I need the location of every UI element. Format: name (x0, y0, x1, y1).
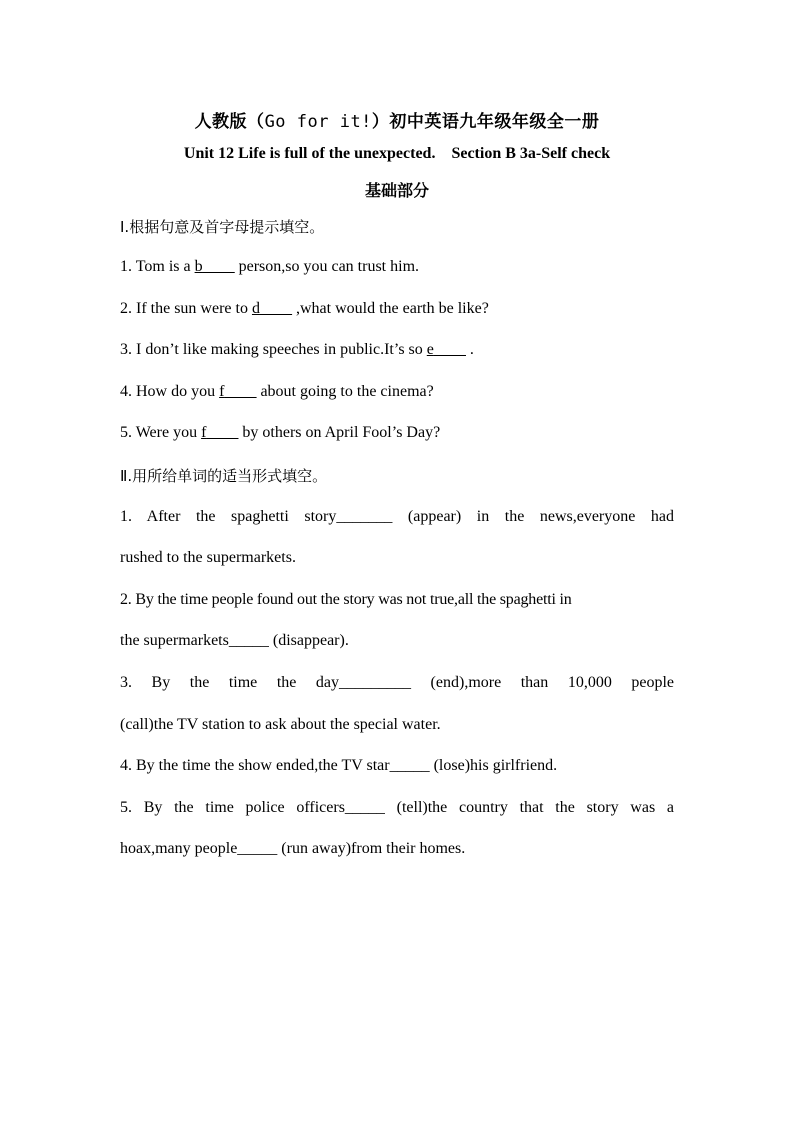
section2-item-1-line1 (120, 508, 674, 526)
title-cn-mono: Go for it! (264, 112, 372, 132)
section1-item-3 (120, 341, 674, 359)
answer-blank[interactable]: _____ (389, 757, 430, 774)
section2-item-5-line2 (120, 840, 674, 858)
hint-blank[interactable]: f____ (219, 383, 257, 400)
item-text: about going to the cinema? (256, 383, 434, 400)
item-text: 1. After the spaghetti story (120, 508, 337, 525)
page-title-en: Unit 12 Life is full of the unexpected. Section B 3a-Self check (183, 145, 611, 162)
hint-blank[interactable]: e____ (426, 341, 466, 358)
item-number: 5. (120, 424, 132, 441)
answer-blank[interactable]: _________ (339, 674, 412, 691)
page-title-cn (0, 107, 794, 132)
section2-item-4-line1 (120, 757, 674, 775)
item-text: 3. By the time the day (120, 674, 340, 691)
section2-item-2-line1: 2. By the time people found out the story was not true,all the spaghetti in (120, 591, 572, 608)
section2-item-5-line1 (120, 799, 674, 817)
item-text: (tell)the country that the story was a (384, 799, 674, 816)
item-text: (run away)from their homes. (277, 840, 466, 857)
section1-heading: Ⅰ.根据句意及首字母提示填空。 (120, 218, 325, 236)
title-cn-suffix: ）初中英语九年级年级全一册 (371, 112, 600, 132)
item-text: person,so you can trust him. (234, 258, 420, 275)
item-number: 3. (120, 341, 132, 358)
section1-item-2 (120, 300, 674, 318)
item-text: If the sun were to (136, 300, 252, 317)
item-text: . (465, 341, 474, 358)
section2-item-3-line1 (120, 674, 674, 692)
item-text: (appear) in the news,everyone had (392, 508, 674, 525)
section2-heading: Ⅱ.用所给单词的适当形式填空。 (120, 467, 328, 485)
section2-item-2-line2 (120, 632, 674, 650)
item-text: (disappear). (268, 632, 349, 649)
item-text: hoax,many people (120, 840, 238, 857)
hint-blank[interactable]: f____ (201, 424, 239, 441)
item-text: Tom is a (135, 258, 195, 275)
item-number: 1. (120, 258, 132, 275)
section2-item-3-line2: (call)the TV station to ask about the special water. (120, 716, 441, 733)
item-text: the supermarkets (120, 632, 229, 649)
answer-blank[interactable]: _____ (228, 632, 269, 649)
hint-blank[interactable]: d____ (251, 300, 292, 317)
item-text: ,what would the earth be like? (291, 300, 489, 317)
item-number: 4. (120, 383, 132, 400)
answer-blank[interactable]: _______ (336, 508, 393, 525)
answer-blank[interactable]: _____ (237, 840, 278, 857)
answer-blank[interactable]: _____ (344, 799, 385, 816)
item-text: by others on April Fool’s Day? (238, 424, 441, 441)
item-text: I don’t like making speeches in public.It’s so (136, 341, 427, 358)
item-text: Were you (135, 424, 202, 441)
section1-item-5 (120, 424, 674, 442)
section1-item-4 (120, 383, 674, 401)
page-subtitle: 基础部分 (364, 181, 429, 200)
section1-item-1 (120, 258, 674, 276)
title-cn-prefix: 人教版（ (194, 112, 265, 132)
item-text: (end),more than 10,000 people (411, 674, 675, 691)
item-text: (lose)his girlfriend. (429, 757, 558, 774)
item-number: 2. (120, 300, 132, 317)
section2-item-1-line2: rushed to the supermarkets. (120, 549, 296, 566)
item-text: How do you (136, 383, 220, 400)
hint-blank[interactable]: b____ (194, 258, 235, 275)
item-text: 5. By the time police officers (120, 799, 345, 816)
item-text: 4. By the time the show ended,the TV star (120, 757, 390, 774)
